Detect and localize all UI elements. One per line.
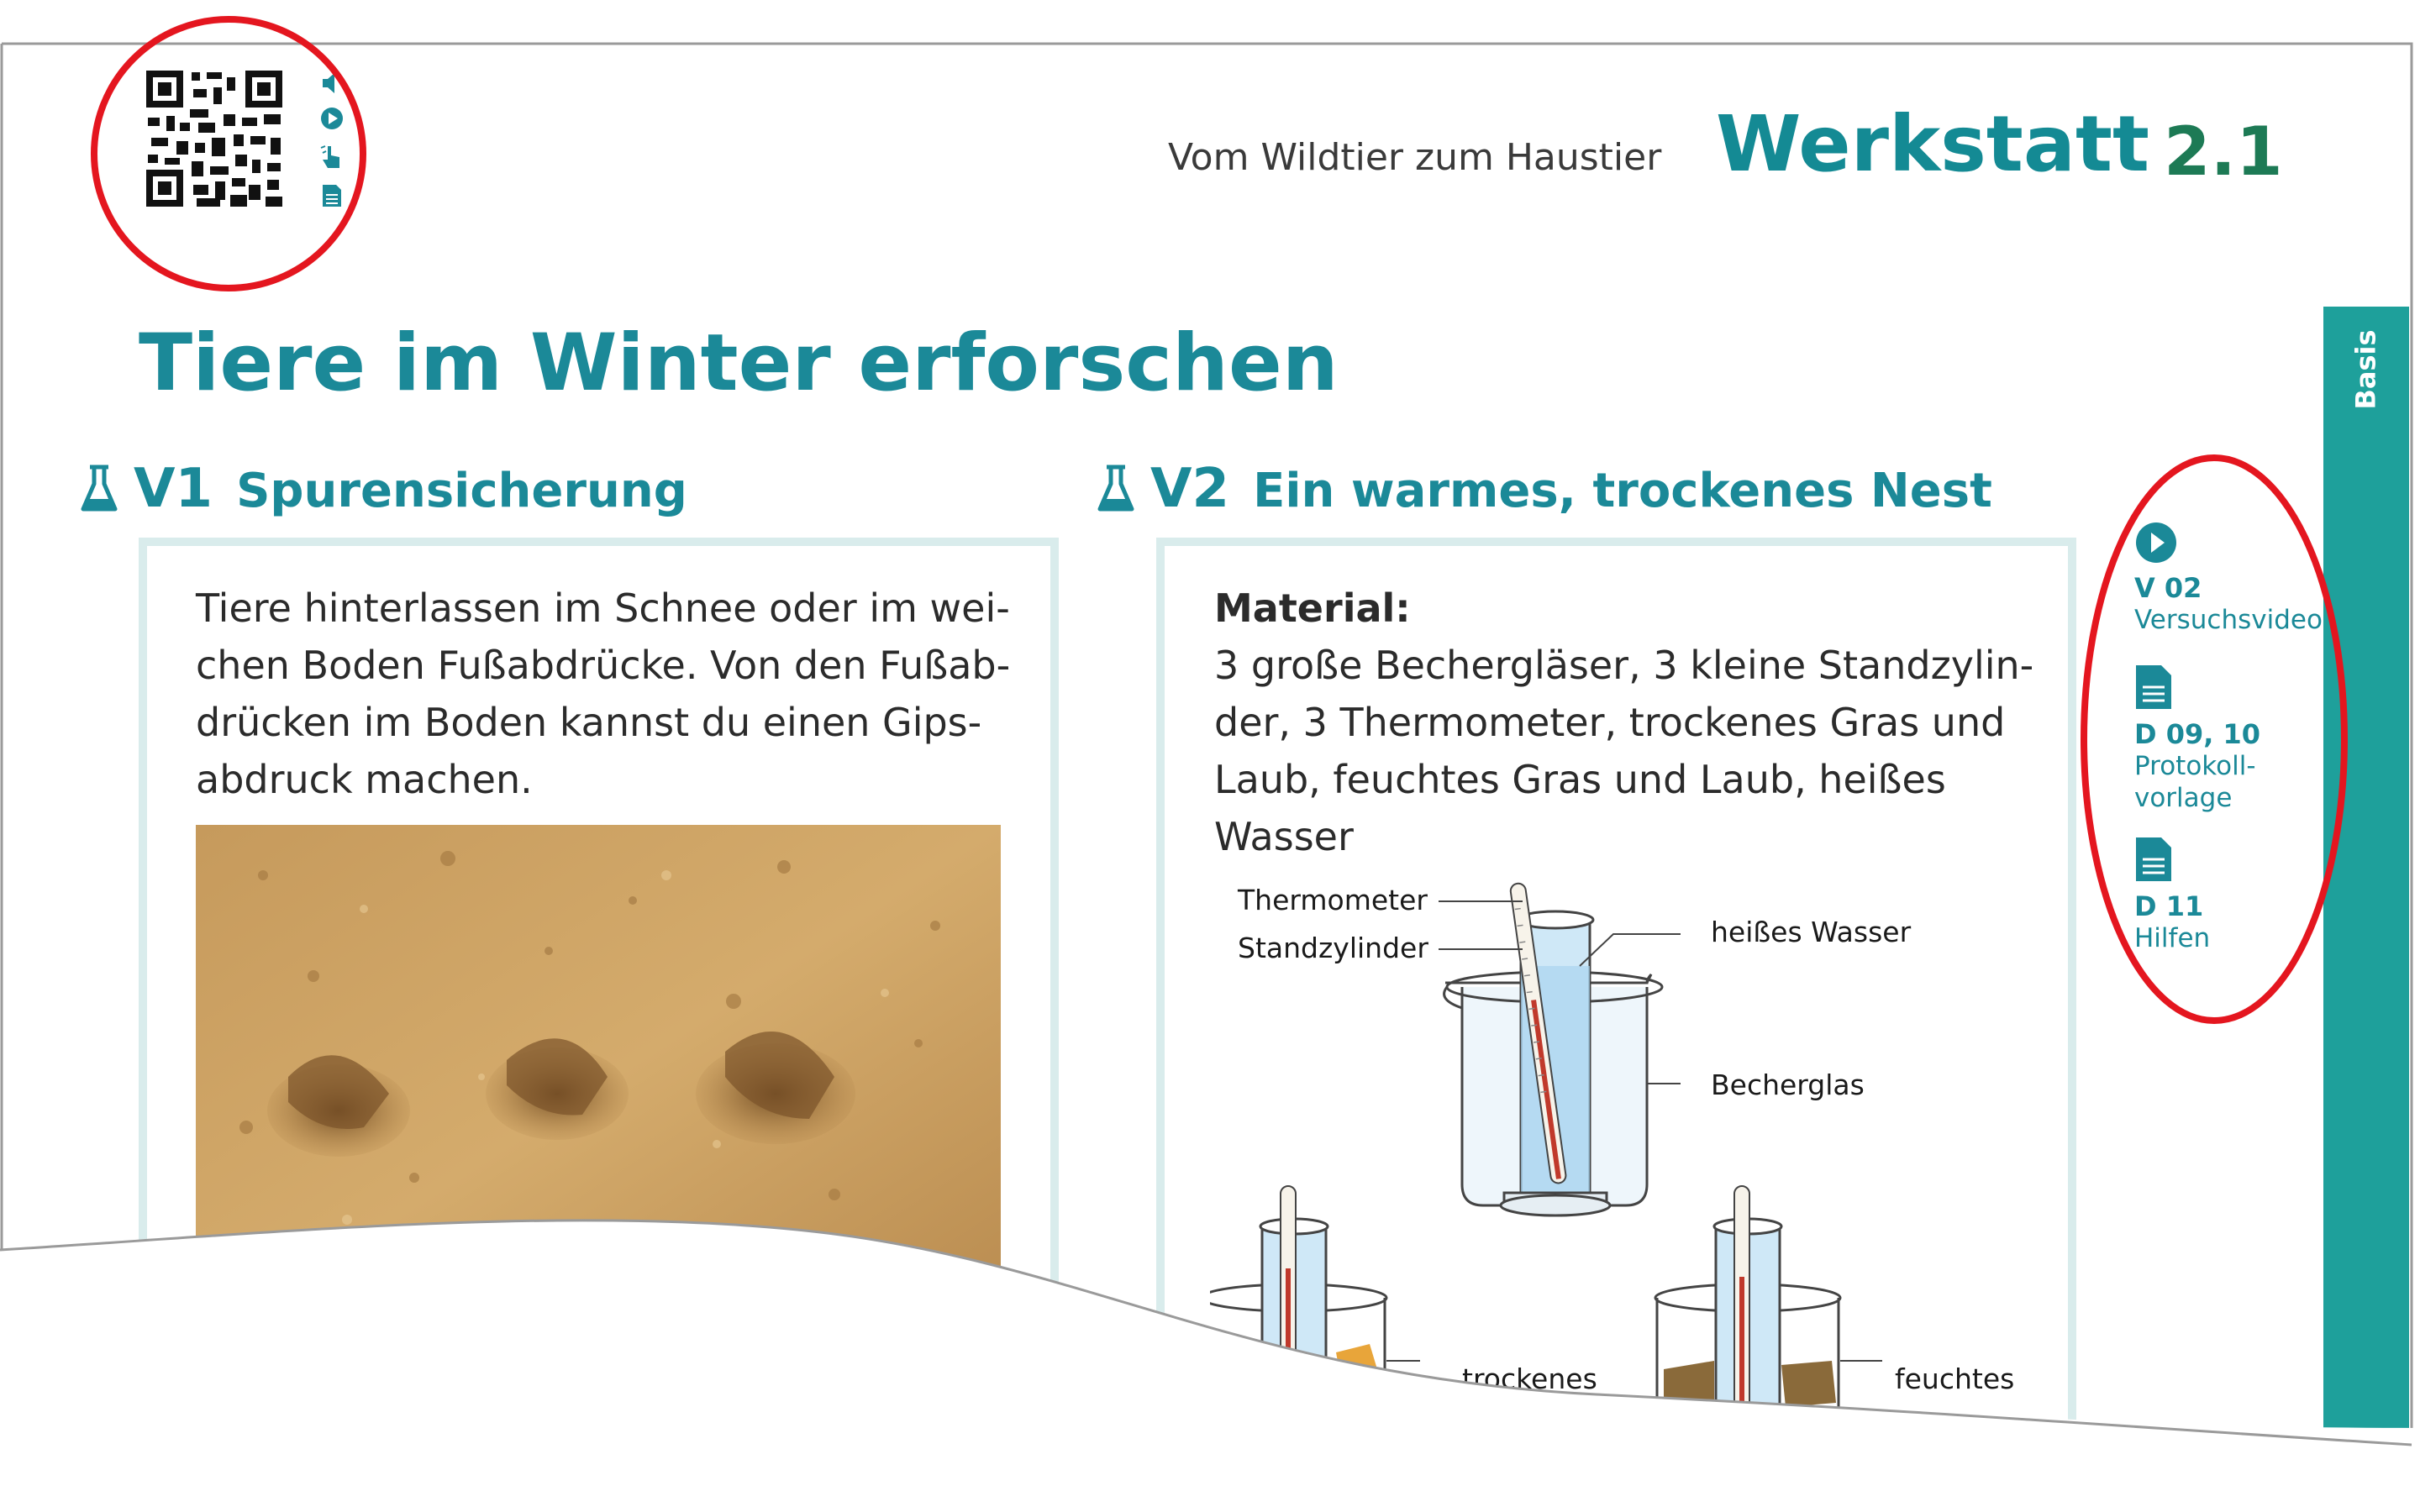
v1-line: chen Boden Fußabdrücke. Von den Fußab- — [196, 643, 1011, 688]
v2-line: 3 große Bechergläser, 3 kleine Standzylin- — [1214, 643, 2034, 688]
chapter-subtitle: Vom Wildtier zum Haustier — [1168, 136, 1662, 179]
link-label: Versuchsvideo — [2134, 605, 2323, 635]
link-label: Protokoll- — [2134, 751, 2256, 781]
v2-line: Laub, feuchtes Gras und Laub, heißes — [1214, 757, 1946, 802]
link-label: Hilfen — [2134, 923, 2211, 953]
label-wet: feuchtes — [1895, 1362, 2015, 1395]
label-cylinder: Standzylinder — [1238, 932, 1428, 964]
v1-line: abdruck machen. — [196, 757, 533, 802]
material-label: Material: — [1214, 585, 1411, 631]
label-dry: trockenes — [1462, 1362, 1597, 1395]
section-label: Werkstatt — [1716, 99, 2149, 189]
highlight-circle-links — [2084, 458, 2344, 1021]
label-hot-water: heißes Wasser — [1711, 916, 1912, 948]
link-label: vorlage — [2134, 783, 2233, 813]
label-thermometer: Thermometer — [1238, 884, 1428, 916]
highlight-circle-qr — [94, 19, 363, 288]
link-code: D 11 — [2134, 890, 2204, 922]
v1-line: Tiere hinterlassen im Schnee oder im wei- — [196, 585, 1010, 631]
page-title: Tiere im Winter erforschen — [139, 318, 1339, 409]
v1-title: Spurensicherung — [236, 464, 687, 518]
label-beaker: Becherglas — [1711, 1068, 1865, 1101]
section-number: 2.1 — [2164, 113, 2283, 191]
v2-line: der, 3 Thermometer, trockenes Gras und — [1214, 700, 2006, 745]
v2-title: Ein warmes, trockenes Nest — [1253, 464, 1992, 518]
side-tab-label: Basis — [2349, 329, 2382, 410]
link-code: D 09, 10 — [2134, 718, 2261, 750]
v1-line: drücken im Boden kannst du einen Gips- — [196, 700, 982, 745]
v2-line: Wasser — [1214, 814, 1354, 859]
v1-code: V1 — [134, 458, 213, 520]
link-code: V 02 — [2134, 572, 2202, 604]
v2-code: V2 — [1150, 458, 1230, 520]
